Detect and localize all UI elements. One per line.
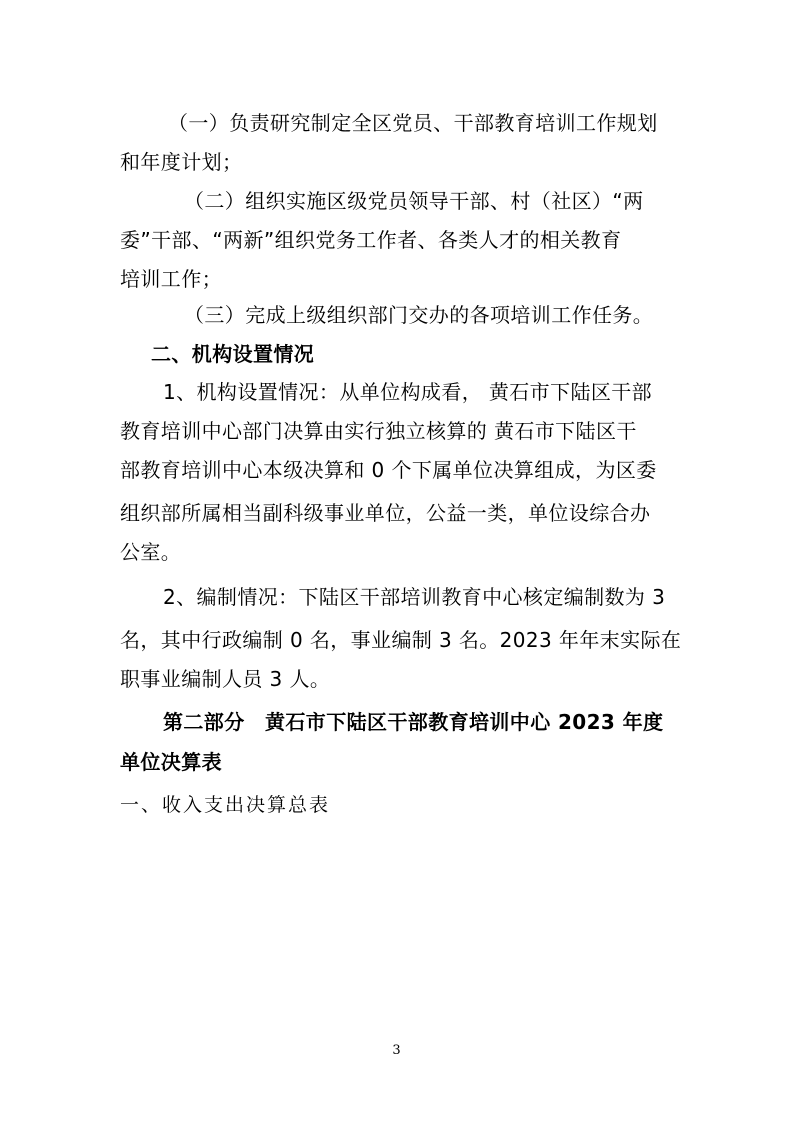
- staffing-line-3: 职事业编制人员 3 人。: [120, 667, 331, 691]
- section-heading-organization: 二、机构设置情况: [151, 342, 315, 366]
- page-number: 3: [392, 1043, 401, 1058]
- duty-item-1-line-2: 和年度计划；: [120, 150, 243, 174]
- org-setup-line-5: 公室。: [120, 540, 182, 564]
- part-two-heading-line-1: 第二部分 黄石市下陆区干部教育培训中心 2023 年度: [163, 710, 664, 734]
- staffing-line-2: 名，其中行政编制 0 名，事业编制 3 名。2023 年年末实际在: [120, 628, 682, 652]
- part-two-heading-line-2: 单位决算表: [120, 750, 222, 774]
- org-setup-line-2: 教育培训中心部门决算由实行独立核算的 黄石市下陆区干: [120, 419, 637, 443]
- duty-item-1-line-1: （一）负责研究制定全区党员、干部教育培训工作规划: [168, 111, 658, 135]
- org-setup-line-1: 1、机构设置情况：从单位构成看， 黄石市下陆区干部: [163, 380, 653, 404]
- duty-item-3: （三）完成上级组织部门交办的各项培训工作任务。: [184, 303, 654, 327]
- org-setup-line-3: 部教育培训中心本级决算和 0 个下属单位决算组成，为区委: [120, 458, 657, 482]
- table-one-title: 一、收入支出决算总表: [120, 794, 331, 816]
- org-setup-line-4: 组织部所属相当副科级事业单位，公益一类，单位设综合办: [120, 501, 651, 525]
- staffing-line-1: 2、编制情况：下陆区干部培训教育中心核定编制数为 3: [163, 585, 666, 609]
- duty-item-2-line-1: （二）组织实施区级党员领导干部、村（社区）“两: [184, 189, 644, 213]
- duty-item-2-line-3: 培训工作；: [120, 267, 222, 291]
- duty-item-2-line-2: 委”干部、“两新”组织党务工作者、各类人才的相关教育: [120, 228, 622, 252]
